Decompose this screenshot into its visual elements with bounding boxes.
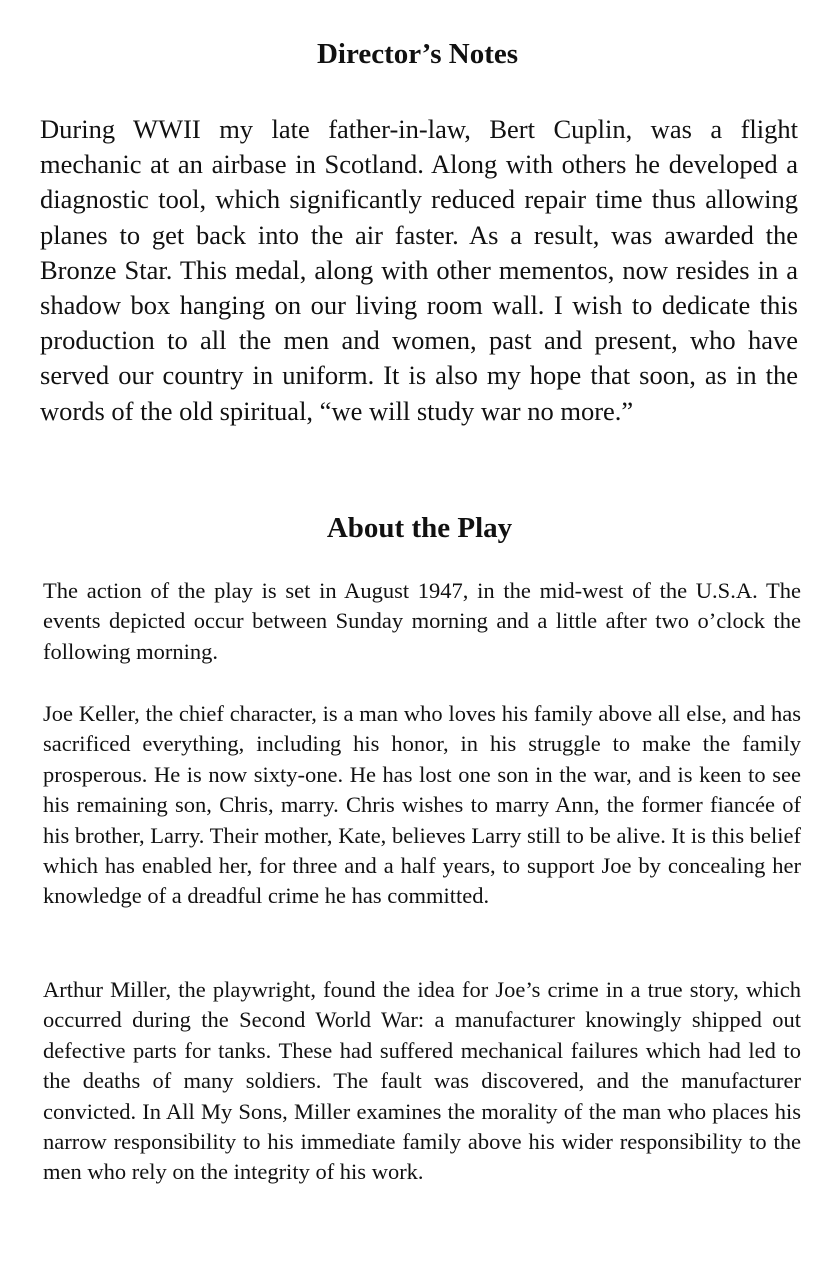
about-paragraph-playwright: Arthur Miller, the playwright, found the idea for Joe’s crime in a true story, which occurred during the Second World War: a manufacturer knowingly shipped out defective parts for tanks. These had suffered mechanical failures which had led to the deaths of many soldiers. The fault was discovered, and the manufacturer convicted. In All My Sons, Miller examines the morality of the man who places his narrow responsibility to his immediate family above his wider responsibility to the men who rely on the integrity of his work. xyxy=(43,977,801,1185)
directors-notes-body: During WWII my late father-in-law, Bert Cuplin, was a flight mechanic at an airbase in Scotland. Along with others he developed a diagnostic tool, which significantly reduced repair time thus allowing planes to get back into the air faster. As a result, was awarded the Bronze Star. This medal, along with other mementos, now resides in a shadow box hanging on our living room wall. I wish to dedicate this production to all the men and women, past and present, who have served our country in uniform. It is also my hope that soon, as in the words of the old spiritual, “we will study war no more.” xyxy=(40,114,798,426)
about-paragraph-characters: Joe Keller, the chief character, is a man who loves his family above all else, and has sacrificed everything, including his honor, in his struggle to make the family prosperous. He is now sixty-one. He has lost one son in the war, and is keen to see his remaining son, Chris, marry. Chris wishes to marry Ann, the former fiancée of his brother, Larry. Their mother, Kate, believes Larry still to be alive. It is this belief which has enabled her, for three and a half years, to support Joe by concealing her knowledge of a dreadful crime he has committed. xyxy=(43,701,801,909)
about-the-play-heading: About the Play xyxy=(326,512,513,544)
about-paragraph-setting: The action of the play is set in August 1947, in the mid-west of the U.S.A. The events depicted occur between Sunday morning and a little after two o’clock the following morning. xyxy=(43,578,801,664)
directors-notes-heading: Director’s Notes xyxy=(316,38,519,70)
